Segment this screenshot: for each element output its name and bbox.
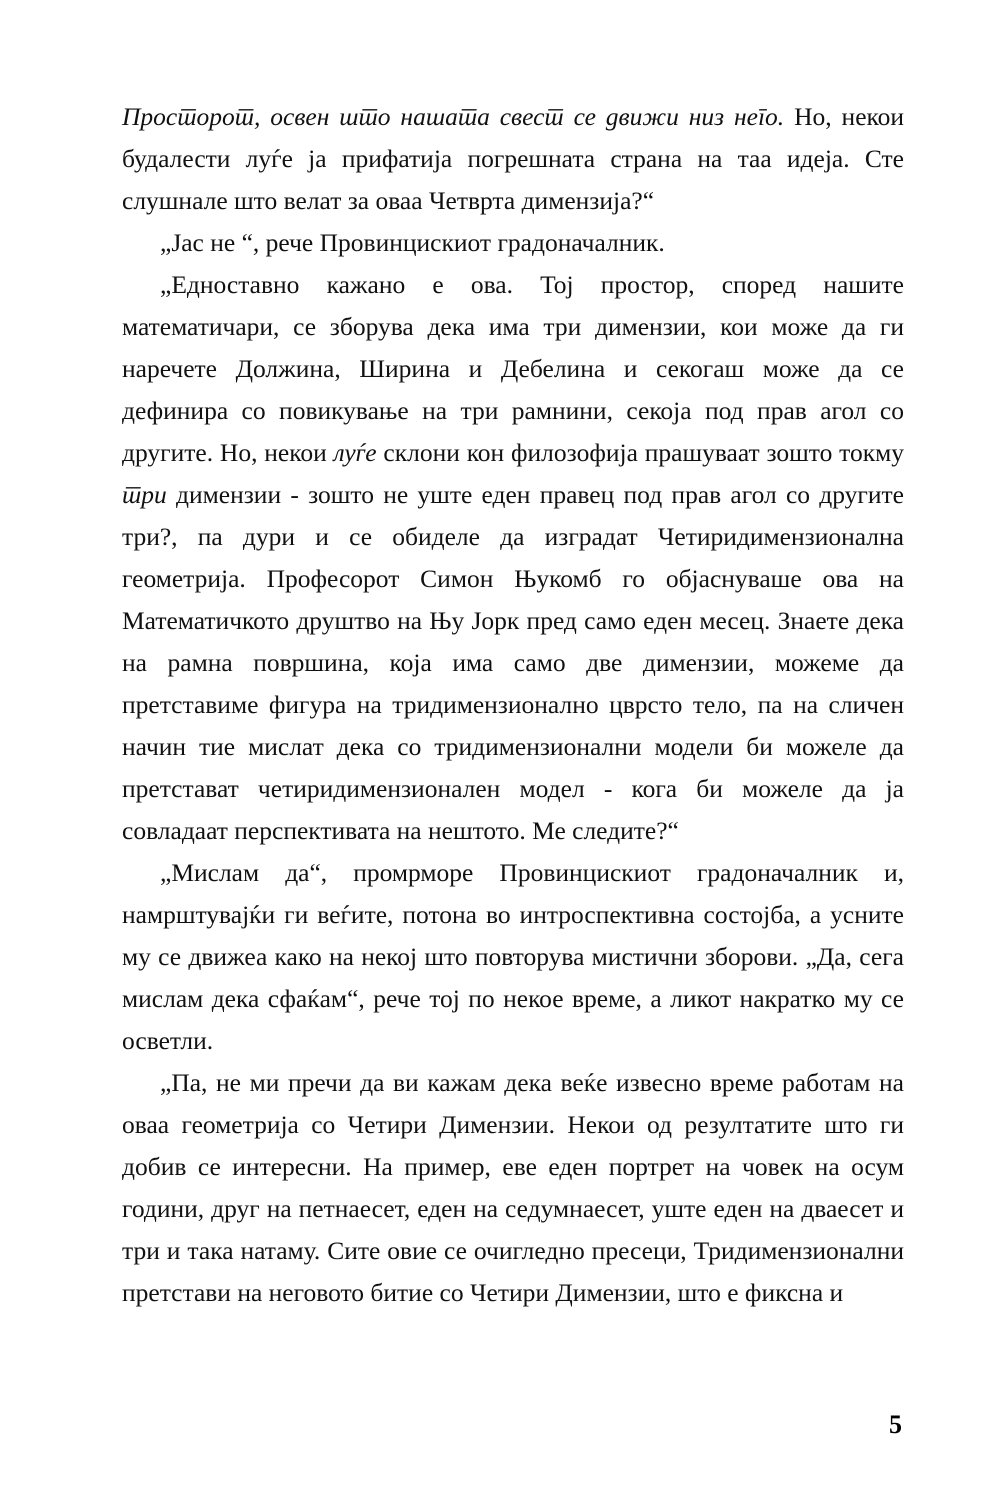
paragraph [122,1062,904,1314]
text-run: склони кон филозофија прашуваат зошто токму [376,438,904,467]
text-run: „Па, не ми пречи да ви кажам дека веќе извесно време работам на оваа геометрија со Четири Димензии. Некои од резултатите што ги добив се интересни. На пример, еве еден портрет на човек на осум години, друг на петнаесет, еден на седумнаесет, уште еден на дваесет и три и така натаму. Сите овие се очигледно пресеци, Тридимензионални претстави на неговото битие со Четири Димензии, што е фиксна и [122,1068,904,1307]
paragraph [122,222,904,264]
body-text-column [122,96,904,1314]
paragraph [122,96,904,222]
page-number: 5 [889,1410,902,1439]
text-run: „Мислам да“, промрморе Провинцискиот градоначалник и, намрштувајќи ги веѓите, потона во интроспективна состојба, а усните му се движеа како на некој што повторува мистични зборови. „Да, сега мислам дека сфаќам“, рече тој по некое време, а ликот накратко му се осветли. [122,858,904,1055]
text-run: Но, некои будалести луѓе ја прифатија погрешната страна на таа идеја. Сте слушнале што велат за оваа Четврта димензија?“ [122,102,904,215]
text-run: „Едноставно кажано е ова. Тој простор, според нашите математичари, се зборува дека има три димензии, кои може да ги наречете Должина, Ширина и Дебелина и секогаш може да се дефинира со повикување на три рамнини, секоја под прав агол со другите. Но, некои [122,270,904,467]
paragraph [122,852,904,1062]
italic-run: три [122,480,167,509]
paragraph [122,264,904,852]
italic-run: Просторот, освен што нашата свест се движи низ него. [122,102,785,131]
italic-run: луѓе [333,438,377,467]
text-run: „Јас не “, рече Провинцискиот градоначалник. [160,228,665,257]
text-run: димензии - зошто не уште еден правец под прав агол со другите три?, па дури и се обиделе да изградат Четиридимензионална геометрија. Професорот Симон Њукомб го објаснуваше ова на Математичкото друштво на Њу Јорк пред само еден месец. Знаете дека на рамна површина, која има само две димензии, можеме да претставиме фигура на тридимензионално цврсто тело, па на сличен начин тие мислат дека со тридимензионални модели би можеле да претстават четиридимензионален модел - кога би можеле да ја совладаат перспективата на нештото. Ме следите?“ [122,480,904,845]
